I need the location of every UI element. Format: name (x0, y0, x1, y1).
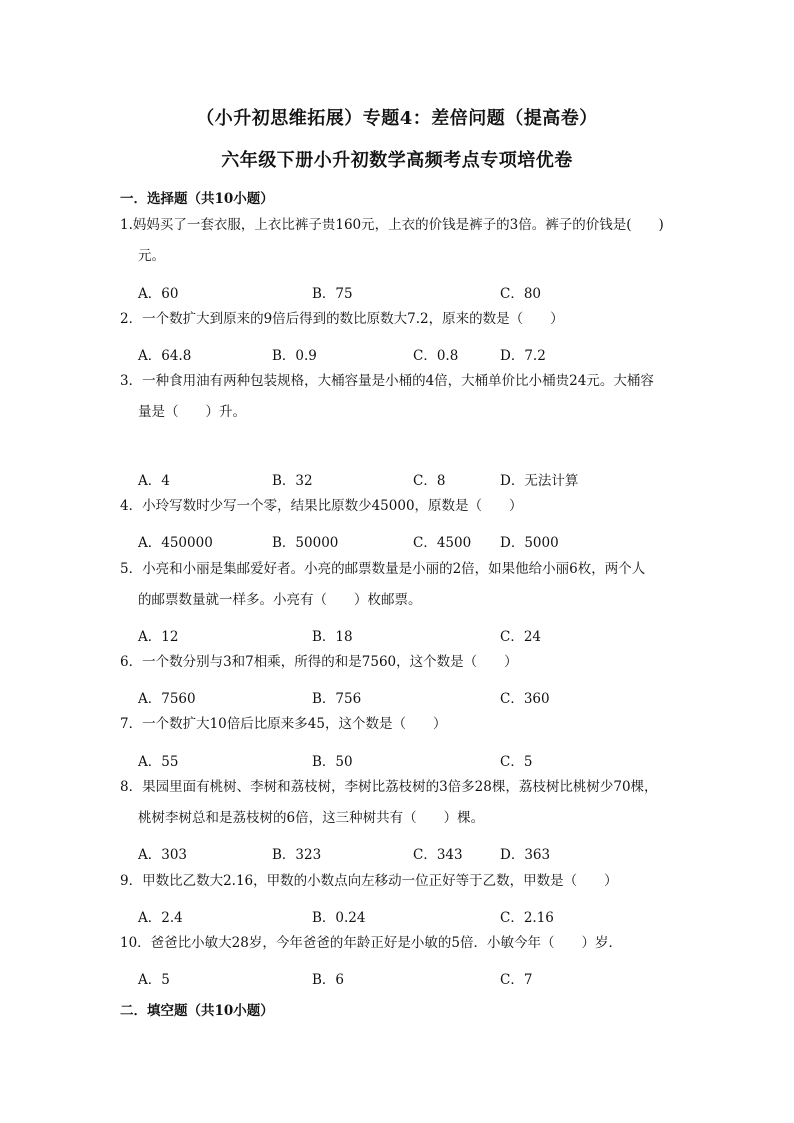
option-c: C．80 (500, 286, 542, 302)
option-d: D．363 (500, 847, 551, 863)
option-b: B．32 (272, 473, 313, 489)
question-1-line-2: 元。 (138, 248, 165, 264)
option-a: A．55 (138, 754, 179, 770)
option-c: C．24 (500, 629, 542, 645)
option-a: A．450000 (138, 535, 213, 551)
question-3-options (138, 469, 698, 489)
option-a: A．64.8 (138, 348, 192, 364)
option-b: B．0.9 (272, 348, 317, 364)
question-6-line-1: 6．一个数分别与3和7相乘，所得的和是7560，这个数是（ ） (120, 654, 518, 670)
question-8-options (138, 843, 698, 863)
question-4-line-1: 4．小玲写数时少写一个零，结果比原数少45000，原数是（ ） (120, 498, 523, 514)
option-c: C．4500 (413, 535, 472, 551)
question-8-line-2: 桃树李树总和是荔枝树的6倍，这三种树共有（ ）棵。 (138, 810, 485, 826)
section-heading-choice: 一．选择题（共10小题） (120, 191, 274, 207)
section-heading-fill-in: 二．填空题（共10小题） (120, 1003, 274, 1019)
question-2-options (138, 344, 698, 364)
option-b: B．50 (312, 754, 353, 770)
option-d: D．7.2 (500, 348, 546, 364)
option-a: A．60 (138, 286, 179, 302)
option-a: A．7560 (138, 691, 196, 707)
question-5-options (138, 625, 698, 645)
question-7-options (138, 750, 698, 770)
question-5-line-2: 的邮票数量就一样多。小亮有（ ）枚邮票。 (138, 592, 422, 608)
option-c: C．360 (500, 691, 550, 707)
question-8-line-1: 8．果园里面有桃树、李树和荔枝树，李树比荔枝树的3倍多28棵，荔枝树比桃树少70棵， (120, 779, 658, 795)
option-a: A．303 (138, 847, 188, 863)
option-b: B．50000 (272, 535, 339, 551)
option-c: C．7 (500, 972, 533, 988)
option-c: C．5 (500, 754, 533, 770)
document-subtitle: 六年级下册小升初数学高频考点专项培优卷 (221, 150, 573, 171)
question-1-line-1: 1.妈妈买了一套衣服，上衣比裤子贵160元，上衣的价钱是裤子的3倍。裤子的价钱是( ) (120, 217, 664, 233)
option-b: B．756 (312, 691, 362, 707)
option-b: B．323 (272, 847, 322, 863)
question-7-line-1: 7．一个数扩大10倍后比原来多45，这个数是（ ） (120, 716, 447, 732)
question-9-line-1: 9．甲数比乙数大2.16，甲数的小数点向左移动一位正好等于乙数，甲数是（ ） (120, 873, 618, 889)
option-c: C．343 (413, 847, 463, 863)
question-1-options (138, 282, 698, 302)
question-5-line-1: 5．小亮和小丽是集邮爱好者。小亮的邮票数量是小丽的2倍，如果他给小丽6枚，两个人 (120, 561, 646, 577)
option-a: A．5 (138, 972, 170, 988)
option-c: C．8 (413, 473, 446, 489)
question-10-options (138, 968, 698, 988)
option-d: D．无法计算 (500, 473, 579, 489)
option-d: D．5000 (500, 535, 559, 551)
option-b: B．18 (312, 629, 353, 645)
option-b: B．6 (312, 972, 345, 988)
question-10-line-1: 10．爸爸比小敏大28岁，今年爸爸的年龄正好是小敏的5倍．小敏今年（ ）岁． (120, 935, 622, 951)
option-a: A．12 (138, 629, 179, 645)
option-a: A．2.4 (138, 910, 183, 926)
question-3-line-2: 量是（ ）升。 (138, 404, 246, 420)
option-b: B．75 (312, 286, 353, 302)
document-title: （小升初思维拓展）专题4：差倍问题（提高卷） (196, 108, 598, 129)
question-3-line-1: 3．一种食用油有两种包装规格，大桶容量是小桶的4倍，大桶单价比小桶贵24元。大桶容 (120, 373, 654, 389)
question-9-options (138, 906, 698, 926)
question-6-options (138, 687, 698, 707)
question-4-options (138, 531, 698, 551)
option-a: A．4 (138, 473, 170, 489)
option-c: C．2.16 (500, 910, 554, 926)
question-2-line-1: 2．一个数扩大到原来的9倍后得到的数比原数大7.2，原来的数是（ ） (120, 311, 564, 327)
option-c: C．0.8 (413, 348, 459, 364)
option-b: B．0.24 (312, 910, 366, 926)
